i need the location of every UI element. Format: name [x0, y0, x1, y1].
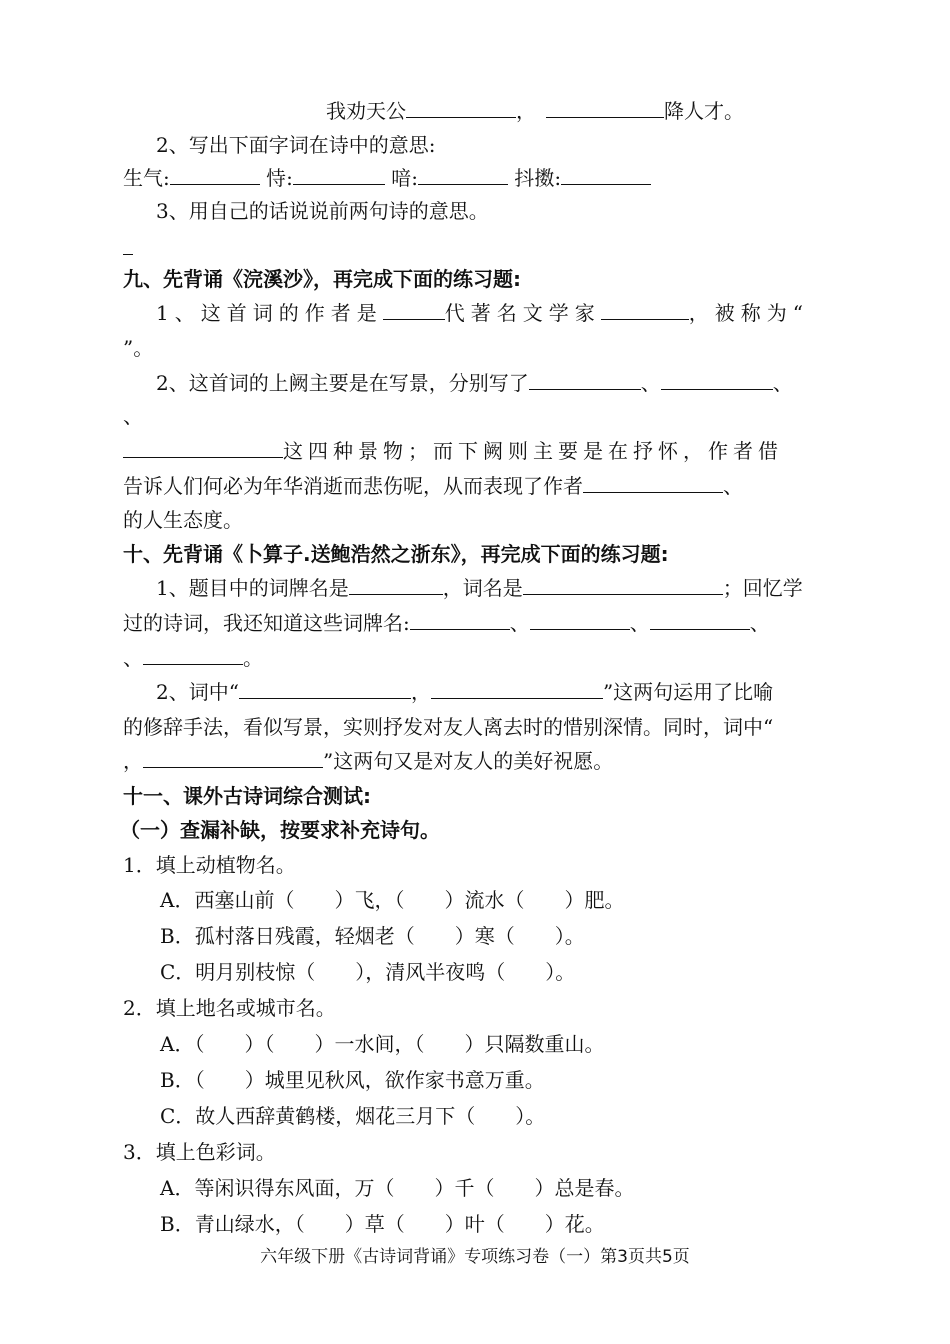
answer-blank[interactable] [523, 574, 723, 595]
answer-blank[interactable] [601, 299, 689, 320]
group-2-item-c: C．故人西辞黄鹤楼，烟花三月下（ ）。 [160, 1104, 546, 1128]
answer-blank[interactable] [561, 164, 651, 185]
section-11-title: 十一、课外古诗词综合测试: [123, 784, 371, 808]
question-10-2-end: ， ”这两句又是对友人的美好祝愿。 [123, 749, 614, 773]
answer-blank[interactable] [143, 747, 323, 768]
question-10-1-end: 、 。 [123, 646, 263, 670]
group-2-item-b: B．（ ）城里见秋风，欲作家书意万重。 [160, 1068, 545, 1092]
poem-fill-line: 我劝天公 ， 降人才。 [326, 99, 744, 123]
question-9-1: 1、这首词的作者是 代著名文学家 ，被称为“ [156, 301, 809, 325]
answer-blank[interactable] [349, 574, 443, 595]
answer-blank[interactable] [650, 609, 750, 630]
section-11-subtitle: （一）查漏补缺，按要求补充诗句。 [120, 818, 440, 842]
question-9-2: 2、这首词的上阙主要是在写景，分别写了 、 、 [156, 371, 793, 395]
question-10-1-cont: 过的诗词，我还知道这些词牌名: 、 、 、 [123, 611, 770, 635]
group-1-item-b: B．孤村落日残霞，轻烟老（ ）寒（ ）。 [160, 924, 585, 948]
question-10-1: 1、题目中的词牌名是 ，词名是 ；回忆学 [156, 576, 803, 600]
group-3-item-b: B．青山绿水，（ ）草（ ）叶（ ）花。 [160, 1212, 605, 1236]
answer-blank[interactable] [431, 678, 603, 699]
group-3-heading: 3．填上色彩词。 [123, 1140, 276, 1164]
answer-blank[interactable] [546, 97, 664, 118]
question-8-3: 3、用自己的话说说前两句诗的意思。 [156, 199, 489, 223]
answer-blank[interactable] [383, 299, 445, 320]
answer-stub[interactable] [123, 254, 133, 255]
question-9-1-end: ”。 [123, 336, 154, 360]
question-9-2-sep: 、 [123, 404, 143, 428]
question-9-2-end: 的人生态度。 [123, 508, 243, 532]
group-3-item-a: A．等闲识得东风面，万（ ）千（ ）总是春。 [160, 1176, 635, 1200]
question-9-2-cont2: 告诉人们何必为年华消逝而悲伤呢，从而表现了作者 、 [123, 474, 743, 498]
answer-blank[interactable] [410, 609, 510, 630]
section-9-title: 九、先背诵《浣溪沙》，再完成下面的练习题: [123, 267, 521, 291]
group-1-item-c: C．明月别枝惊（ ），清风半夜鸣（ ）。 [160, 960, 576, 984]
question-9-2-cont: 这四种景物；而下阙则主要是在抒怀，作者借 [123, 436, 830, 466]
answer-blank[interactable] [418, 164, 508, 185]
answer-blank[interactable] [529, 369, 641, 390]
question-8-2: 2、写出下面字词在诗中的意思: [156, 133, 436, 157]
answer-blank[interactable] [170, 164, 260, 185]
section-10-title: 十、先背诵《卜算子.送鲍浩然之浙东》，再完成下面的练习题: [123, 542, 669, 566]
answer-blank[interactable] [293, 164, 385, 185]
group-2-item-a: A．（ ）（ ）一水间，（ ）只隔数重山。 [160, 1032, 605, 1056]
answer-blank[interactable] [406, 97, 516, 118]
group-1-item-a: A．西塞山前（ ）飞，（ ）流水（ ）肥。 [160, 888, 625, 912]
answer-blank[interactable] [143, 644, 243, 665]
question-10-2: 2、词中“ ， ”这两句运用了比喻 [156, 680, 774, 704]
answer-blank[interactable] [530, 609, 630, 630]
word-meaning-line: 生气: 恃: 喑: 抖擞: [123, 163, 830, 193]
answer-blank[interactable] [123, 437, 283, 458]
group-2-heading: 2．填上地名或城市名。 [123, 996, 336, 1020]
question-10-2-cont: 的修辞手法，看似写景，实则抒发对友人离去时的惜别深情。同时，词中“ [123, 715, 774, 739]
group-1-heading: 1．填上动植物名。 [123, 853, 296, 877]
page-footer: 六年级下册《古诗词背诵》专项练习卷（一）第3页共5页 [260, 1247, 690, 1267]
answer-blank[interactable] [239, 678, 411, 699]
answer-blank[interactable] [583, 472, 723, 493]
answer-blank[interactable] [661, 369, 773, 390]
